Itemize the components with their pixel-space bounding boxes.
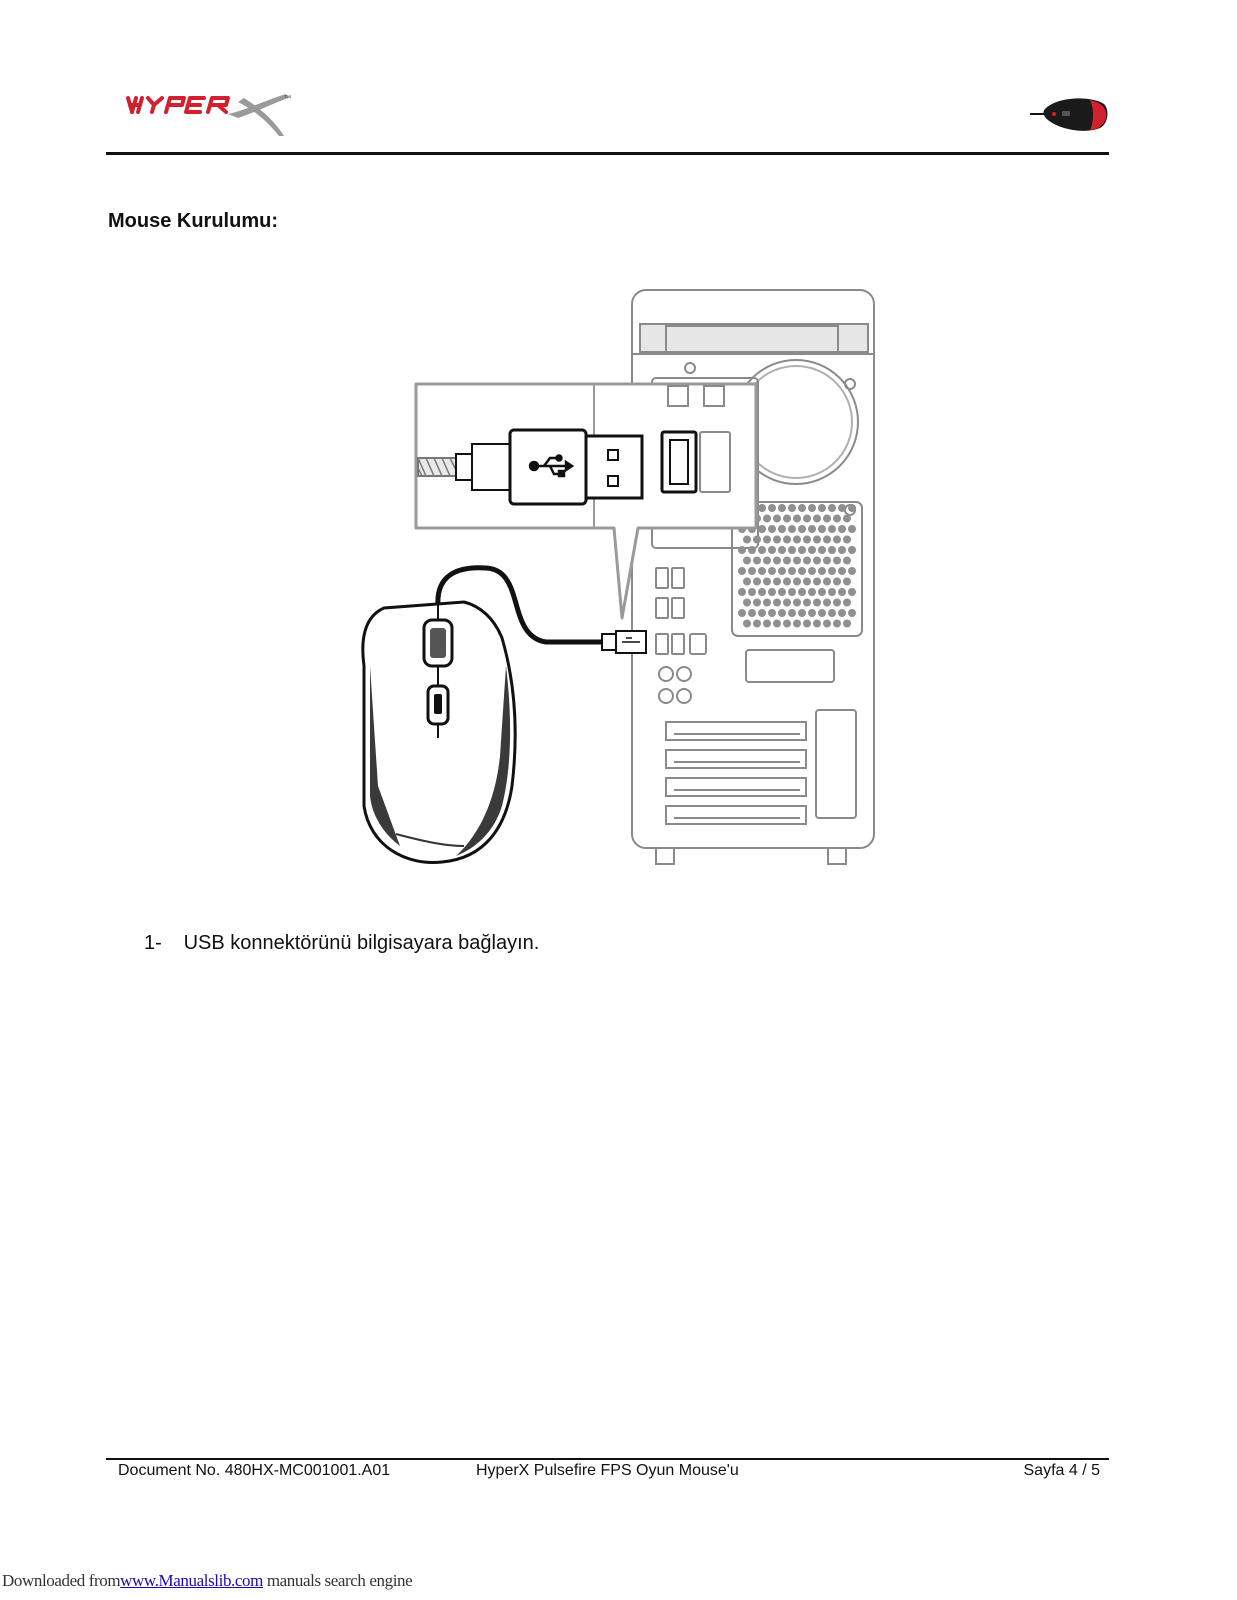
vent-hole — [758, 546, 766, 554]
document-number: Document No. 480HX-MC001001.A01 — [118, 1462, 391, 1479]
vent-hole — [783, 620, 791, 628]
step-text: USB konnektörünü bilgisayara bağlayın. — [183, 932, 540, 954]
download-prefix: Downloaded from — [2, 1571, 121, 1590]
vent-hole — [843, 515, 851, 523]
vent-hole — [823, 536, 831, 544]
vent-hole — [738, 609, 746, 617]
vent-hole — [818, 504, 826, 512]
vent-hole — [748, 567, 756, 575]
vent-hole — [763, 578, 771, 586]
vent-hole — [828, 546, 836, 554]
vent-hole — [773, 578, 781, 586]
vent-hole — [808, 546, 816, 554]
vent-hole — [833, 620, 841, 628]
vent-hole — [838, 546, 846, 554]
vent-hole — [823, 515, 831, 523]
vent-hole — [848, 609, 856, 617]
vent-hole — [738, 546, 746, 554]
gaming-mouse-illustration — [363, 602, 515, 863]
vent-hole — [818, 588, 826, 596]
download-suffix: manuals search engine — [262, 1571, 413, 1590]
usb-callout — [416, 384, 756, 618]
vent-hole — [838, 588, 846, 596]
vent-hole — [788, 504, 796, 512]
vent-hole — [838, 567, 846, 575]
vent-hole — [753, 599, 761, 607]
vent-hole — [803, 578, 811, 586]
vent-hole — [823, 557, 831, 565]
vent-hole — [818, 546, 826, 554]
vent-hole — [838, 525, 846, 533]
vent-hole — [803, 620, 811, 628]
vent-hole — [758, 525, 766, 533]
vent-hole — [778, 504, 786, 512]
vent-hole — [748, 588, 756, 596]
vent-hole — [783, 536, 791, 544]
vent-hole — [813, 578, 821, 586]
vent-hole — [848, 504, 856, 512]
step-number: 1- — [144, 932, 162, 954]
vent-hole — [823, 599, 831, 607]
vent-hole — [823, 620, 831, 628]
vent-hole — [773, 515, 781, 523]
vent-hole — [843, 620, 851, 628]
section-title: Mouse Kurulumu: — [108, 210, 278, 232]
vent-hole — [798, 567, 806, 575]
vent-hole — [773, 557, 781, 565]
vent-hole — [843, 536, 851, 544]
vent-hole — [828, 525, 836, 533]
vent-hole — [803, 557, 811, 565]
vent-hole — [783, 557, 791, 565]
vent-hole — [793, 599, 801, 607]
vent-hole — [743, 578, 751, 586]
vent-hole — [743, 557, 751, 565]
vent-hole — [788, 588, 796, 596]
vent-hole — [828, 588, 836, 596]
pc-tower-illustration — [632, 290, 874, 864]
vent-hole — [828, 609, 836, 617]
manualslib-link[interactable]: www.Manualslib.com — [120, 1571, 263, 1590]
vent-hole — [833, 599, 841, 607]
trademark-mark: ™ — [284, 95, 291, 102]
hyperx-logo — [126, 88, 298, 140]
vent-hole — [813, 620, 821, 628]
vent-hole — [813, 515, 821, 523]
vent-hole — [778, 567, 786, 575]
vent-hole — [753, 578, 761, 586]
vent-hole — [828, 567, 836, 575]
vent-hole — [758, 567, 766, 575]
vent-hole — [768, 504, 776, 512]
vent-hole — [808, 609, 816, 617]
vent-hole — [838, 609, 846, 617]
vent-hole — [753, 557, 761, 565]
vent-hole — [808, 525, 816, 533]
vent-hole — [768, 525, 776, 533]
vent-hole — [828, 504, 836, 512]
vent-hole — [783, 578, 791, 586]
mouse-thumbnail-icon — [1030, 94, 1108, 134]
vent-hole — [763, 620, 771, 628]
vent-hole — [813, 557, 821, 565]
vent-hole — [758, 588, 766, 596]
vent-hole — [813, 536, 821, 544]
vent-hole — [743, 599, 751, 607]
vent-hole — [763, 599, 771, 607]
vent-hole — [808, 567, 816, 575]
vent-hole — [778, 525, 786, 533]
vent-hole — [793, 620, 801, 628]
vent-hole — [843, 557, 851, 565]
vent-hole — [838, 504, 846, 512]
vent-hole — [758, 504, 766, 512]
vent-hole — [768, 609, 776, 617]
vent-hole — [788, 525, 796, 533]
page-number: Sayfa 4 / 5 — [1023, 1462, 1100, 1479]
vent-hole — [803, 515, 811, 523]
vent-hole — [843, 599, 851, 607]
download-banner — [2, 1571, 412, 1591]
vent-hole — [793, 578, 801, 586]
vent-hole — [848, 588, 856, 596]
vent-hole — [773, 620, 781, 628]
vent-hole — [783, 515, 791, 523]
vent-hole — [768, 588, 776, 596]
vent-hole — [778, 609, 786, 617]
vent-hole — [768, 546, 776, 554]
vent-hole — [758, 609, 766, 617]
vent-hole — [738, 567, 746, 575]
vent-hole — [738, 588, 746, 596]
vent-hole — [798, 609, 806, 617]
vent-hole — [848, 546, 856, 554]
vent-hole — [748, 546, 756, 554]
vent-hole — [833, 578, 841, 586]
header-rule — [106, 152, 1109, 155]
vent-hole — [793, 536, 801, 544]
vent-hole — [818, 609, 826, 617]
vent-hole — [763, 557, 771, 565]
product-title: HyperX Pulsefire FPS Oyun Mouse'u — [476, 1462, 739, 1479]
vent-hole — [833, 515, 841, 523]
step-1 — [144, 932, 539, 955]
vent-hole — [753, 536, 761, 544]
vent-hole — [803, 536, 811, 544]
vent-hole — [768, 567, 776, 575]
vent-hole — [793, 515, 801, 523]
vent-hole — [808, 588, 816, 596]
vent-hole — [753, 620, 761, 628]
vent-hole — [848, 525, 856, 533]
vent-hole — [783, 599, 791, 607]
footer-rule — [106, 1458, 1109, 1460]
vent-hole — [848, 567, 856, 575]
vent-hole — [823, 578, 831, 586]
vent-hole — [778, 588, 786, 596]
vent-hole — [798, 588, 806, 596]
mouse-setup-illustration — [356, 286, 880, 870]
vent-hole — [833, 557, 841, 565]
vent-hole — [788, 546, 796, 554]
vent-hole — [798, 504, 806, 512]
vent-hole — [773, 536, 781, 544]
vent-hole — [833, 536, 841, 544]
vent-hole — [748, 609, 756, 617]
vent-hole — [778, 546, 786, 554]
vent-hole — [743, 536, 751, 544]
vent-hole — [773, 599, 781, 607]
vent-hole — [743, 620, 751, 628]
vent-hole — [803, 599, 811, 607]
vent-hole — [843, 578, 851, 586]
vent-hole — [788, 609, 796, 617]
vent-hole — [763, 536, 771, 544]
vent-hole — [793, 557, 801, 565]
vent-hole — [798, 525, 806, 533]
vent-hole — [813, 599, 821, 607]
vent-hole — [798, 546, 806, 554]
vent-hole — [818, 567, 826, 575]
vent-hole — [788, 567, 796, 575]
vent-hole — [763, 515, 771, 523]
vent-hole — [808, 504, 816, 512]
vent-hole — [818, 525, 826, 533]
